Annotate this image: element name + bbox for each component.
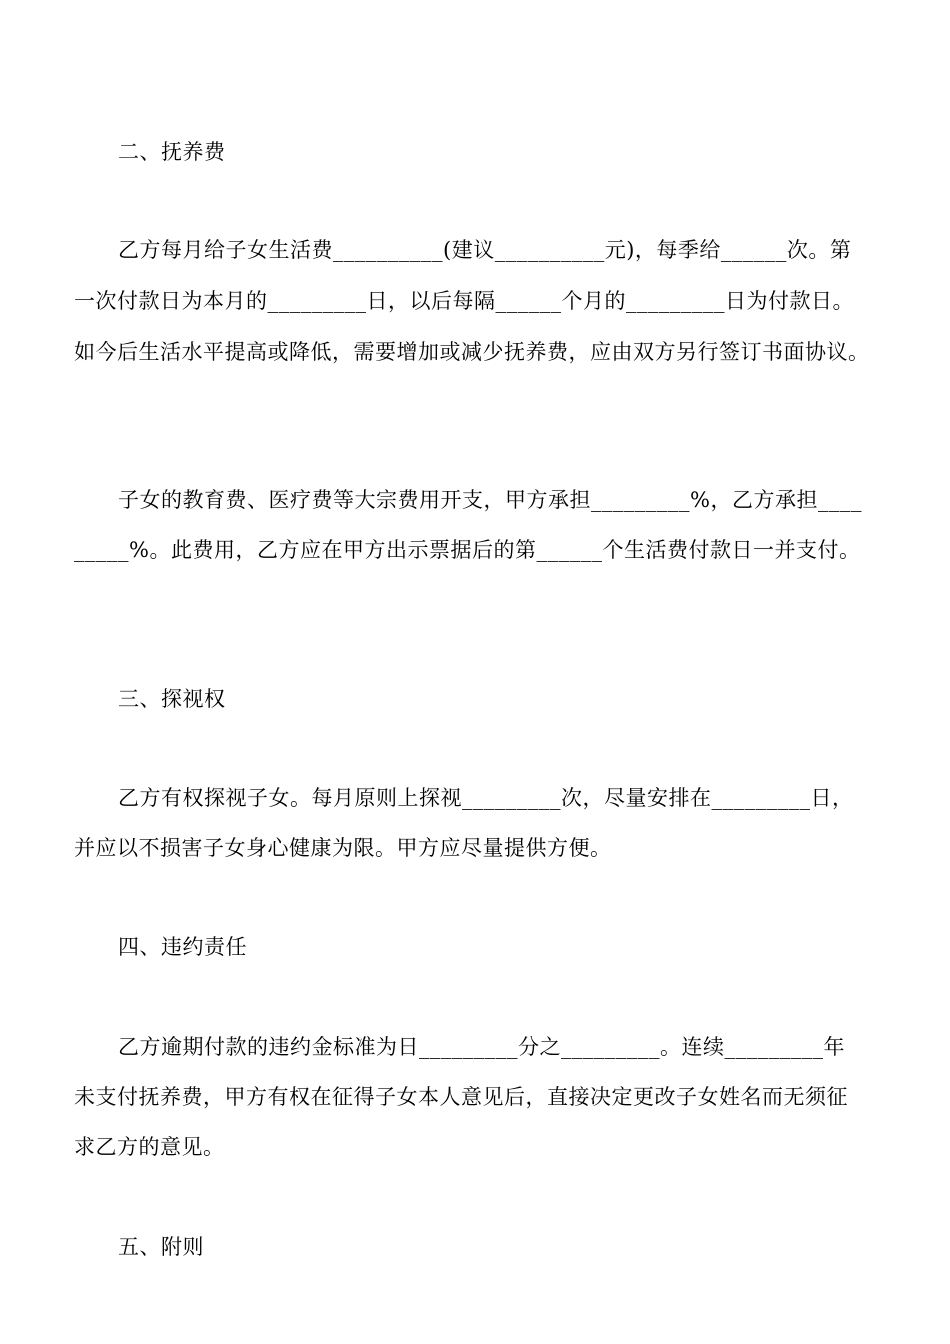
paragraph-line: 未支付抚养费，甲方有权在征得子女本人意见后，直接决定更改子女姓名而无须征 xyxy=(74,1085,848,1109)
section-heading-liability: 四、违约责任 xyxy=(118,935,247,959)
paragraph-line: 乙方每月给子女生活费__________(建议__________元)，每季给______次。第 xyxy=(118,238,852,262)
paragraph-line: 并应以不损害子女身心健康为限。甲方应尽量提供方便。 xyxy=(74,836,612,860)
section-heading-child-support: 二、抚养费 xyxy=(118,140,226,164)
paragraph-line: 如今后生活水平提高或降低，需要增加或减少抚养费，应由双方另行签订书面协议。 xyxy=(74,340,870,364)
section-heading-supplementary: 五、附则 xyxy=(118,1235,204,1259)
paragraph-line: 乙方逾期付款的违约金标准为日_________分之_________。连续_________年 xyxy=(118,1035,845,1059)
paragraph-line: 乙方有权探视子女。每月原则上探视_________次，尽量安排在_________日， xyxy=(118,786,854,810)
paragraph-line: _____%。此费用，乙方应在甲方出示票据后的第______个生活费付款日一并支付。 xyxy=(74,538,861,562)
paragraph-line: 求乙方的意见。 xyxy=(74,1135,225,1159)
section-heading-visitation: 三、探视权 xyxy=(118,687,226,711)
paragraph-line: 子女的教育费、医疗费等大宗费用开支，甲方承担_________%，乙方承担____ xyxy=(118,488,862,512)
paragraph-line: 一次付款日为本月的_________日，以后每隔______个月的_________日为付款日。 xyxy=(74,289,854,313)
